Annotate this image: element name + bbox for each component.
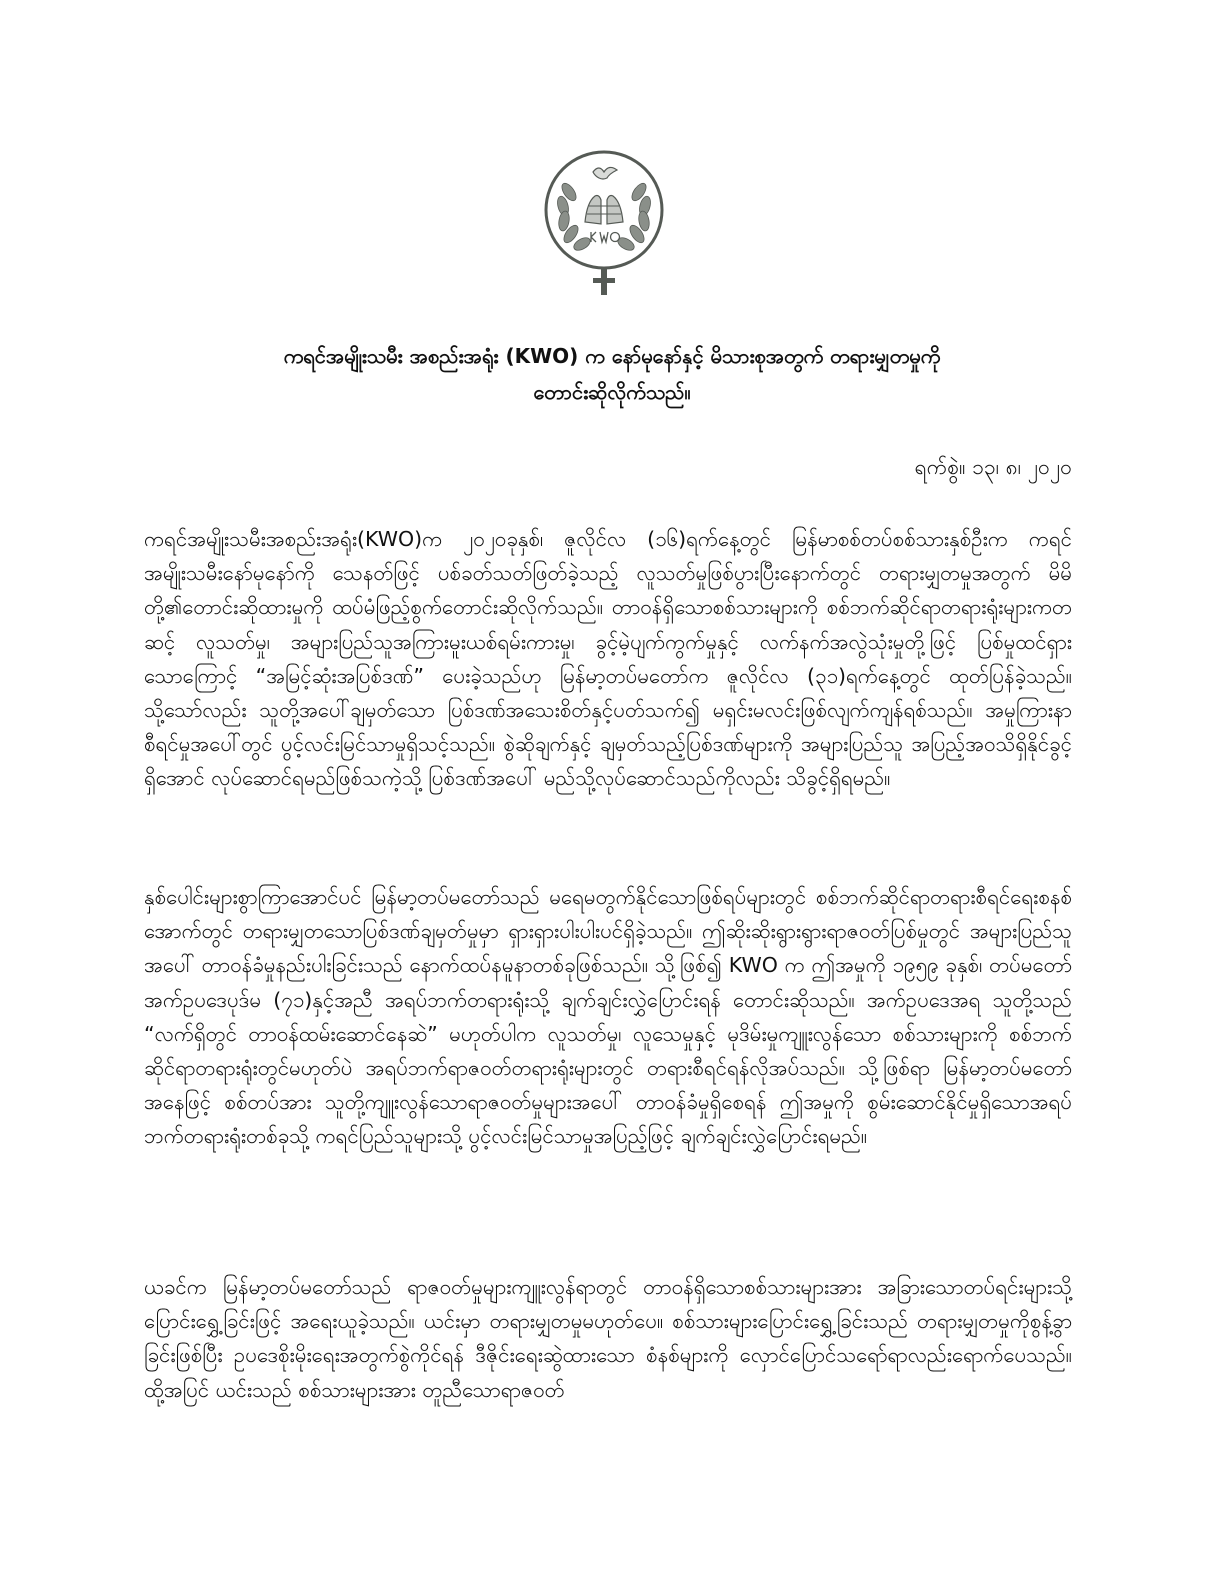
kwo-emblem-icon — [537, 150, 671, 298]
statement-title — [140, 338, 1084, 410]
kwo-logo — [537, 150, 671, 298]
paragraph-2: နှစ်ပေါင်းများစွာကြာအောင်ပင် မြန်မာ့တပ်မတော်သည် မရေမတွက်နိုင်သောဖြစ်ရပ်များတွင် စစ်ဘက်ဆိုင်ရာတရားစီရင်ရေးစနစ်အောက်တွင် တရားမျှတသောပြစ်ဒဏ်ချမှတ်မှုမှာ ရှားရှားပါးပါးပင်ရှိခဲ့သည်။ ဤဆိုးဆိုးရွားရွားရာဇဝတ်ပြစ်မှုတွင် အများပြည်သူအပေါ် တာဝန်ခံမှုနည်းပါးခြင်းသည် နောက်ထပ်နမူနာတစ်ခုဖြစ်သည်။ သို့ဖြစ်၍ KWO က ဤအမှုကို ၁၉၅၉ ခုနှစ်၊ တပ်မတော်အက်ဥပဒေပုဒ်မ (၇၁)နှင့်အညီ အရပ်ဘက်တရားရုံးသို့ ချက်ချင်းလွှဲပြောင်းရန် တောင်းဆိုသည်။ အက်ဥပဒေအရ သူတို့သည် “လက်ရှိတွင် တာဝန်ထမ်းဆောင်နေဆဲ” မဟုတ်ပါက လူသတ်မှု၊ လူသေမှုနှင့် မုဒိမ်းမှုကျူးလွန်သော စစ်သားများကို စစ်ဘက်ဆိုင်ရာတရားရုံးတွင်မဟုတ်ပဲ အရပ်ဘက်ရာဇဝတ်တရားရုံးများတွင် တရားစီရင်ရန်လိုအပ်သည်။ သို့ဖြစ်ရာ မြန်မာ့တပ်မတော်အနေဖြင့် စစ်တပ်အား သူတို့ကျူးလွန်သောရာဇဝတ်မှုများအပေါ် တာဝန်ခံမှုရှိစေရန် ဤအမှုကို စွမ်းဆောင်နိုင်မှုရှိသောအရပ်ဘက်တရားရုံးတစ်ခုသို့ ကရင်ပြည်သူများသို့ ပွင့်လင်းမြင်သာမှုအပြည့်ဖြင့် ချက်ချင်းလွှဲပြောင်းရမည်။ — [144, 885, 1072, 1149]
statement-date: ရက်စွဲ။ ၁၃၊ ၈၊ ၂၀၂၀ — [914, 455, 1072, 479]
title-line-1: ကရင်အမျိုးသမီး အစည်းအရုံး (KWO) က နော်မုနော်နှင့် မိသားစုအတွက် တရားမျှတမှုကို — [283, 344, 941, 368]
title-line-2: တောင်းဆိုလိုက်သည်။ — [533, 380, 691, 404]
paragraph-3: ယခင်က မြန်မာ့တပ်မတော်သည် ရာဇဝတ်မှုများကျူးလွန်ရာတွင် တာဝန်ရှိသောစစ်သားများအား အခြားသောတပ်ရင်းများသို့ ပြောင်းရွှေ့ခြင်းဖြင့် အရေးယူခဲ့သည်။ ယင်းမှာ တရားမျှတမှုမဟုတ်ပေ။ စစ်သားများပြောင်းရွှေ့ခြင်းသည် တရားမျှတမှုကိုစွန့်ခွာခြင်းဖြစ်ပြီး ဥပဒေစိုးမိုးရေးအတွက်စွဲကိုင်ရန် ဒီဇိုင်းရေးဆွဲထားသော စံနစ်များကို လှောင်ပြောင်သရော်ရာလည်းရောက်ပေသည်။ ထို့အပြင် ယင်းသည် စစ်သားများအား တူညီသောရာဇဝတ် — [144, 1275, 1072, 1402]
paragraph-1: ကရင်အမျိုးသမီးအစည်းအရုံး(KWO)က ၂၀၂၀ခုနှစ်၊ ဇူလိုင်လ (၁၆)ရက်နေ့တွင် မြန်မာစစ်တပ်စစ်သားနှစ်ဦးက ကရင်အမျိုးသမီးနော်မုနော်ကို သေနတ်ဖြင့် ပစ်ခတ်သတ်ဖြတ်ခဲ့သည့် လူသတ်မှုဖြစ်ပွားပြီးနောက်တွင် တရားမျှတမှုအတွက် မိမိတို့၏တောင်းဆိုထားမှုကို ထပ်မံဖြည့်စွက်တောင်းဆိုလိုက်သည်။ တာဝန်ရှိသောစစ်သားများကို စစ်ဘက်ဆိုင်ရာတရားရုံးများကတဆင့် လူသတ်မှု၊ အများပြည်သူအကြားမူးယစ်ရမ်းကားမှု၊ ခွင့်မဲ့ပျက်ကွက်မှုနှင့် လက်နက်အလွဲသုံးမှုတို့ဖြင့် ပြစ်မှုထင်ရှားသောကြောင့် “အမြင့်ဆုံးအပြစ်ဒဏ်” ပေးခဲ့သည်ဟု မြန်မာ့တပ်မတော်က ဇူလိုင်လ (၃၁)ရက်နေ့တွင် ထုတ်ပြန်ခဲ့သည်။ သို့သော်လည်း သူတို့အပေါ်ချမှတ်သော ပြစ်ဒဏ်အသေးစိတ်နှင့်ပတ်သက်၍ မရှင်းမလင်းဖြစ်လျက်ကျန်ရစ်သည်။ အမှုကြားနာစီရင်မှုအပေါ်တွင် ပွင့်လင်းမြင်သာမှုရှိသင့်သည်။ စွဲဆိုချက်နှင့် ချမှတ်သည့်ပြစ်ဒဏ်များကို အများပြည်သူ အပြည့်အဝသိရှိနိုင်ခွင့်ရှိအောင် လုပ်ဆောင်ရမည်ဖြစ်သကဲ့သို့ ပြစ်ဒဏ်အပေါ် မည်သို့လုပ်ဆောင်သည်ကိုလည်း သိခွင့်ရှိရမည်။ — [144, 527, 1072, 791]
